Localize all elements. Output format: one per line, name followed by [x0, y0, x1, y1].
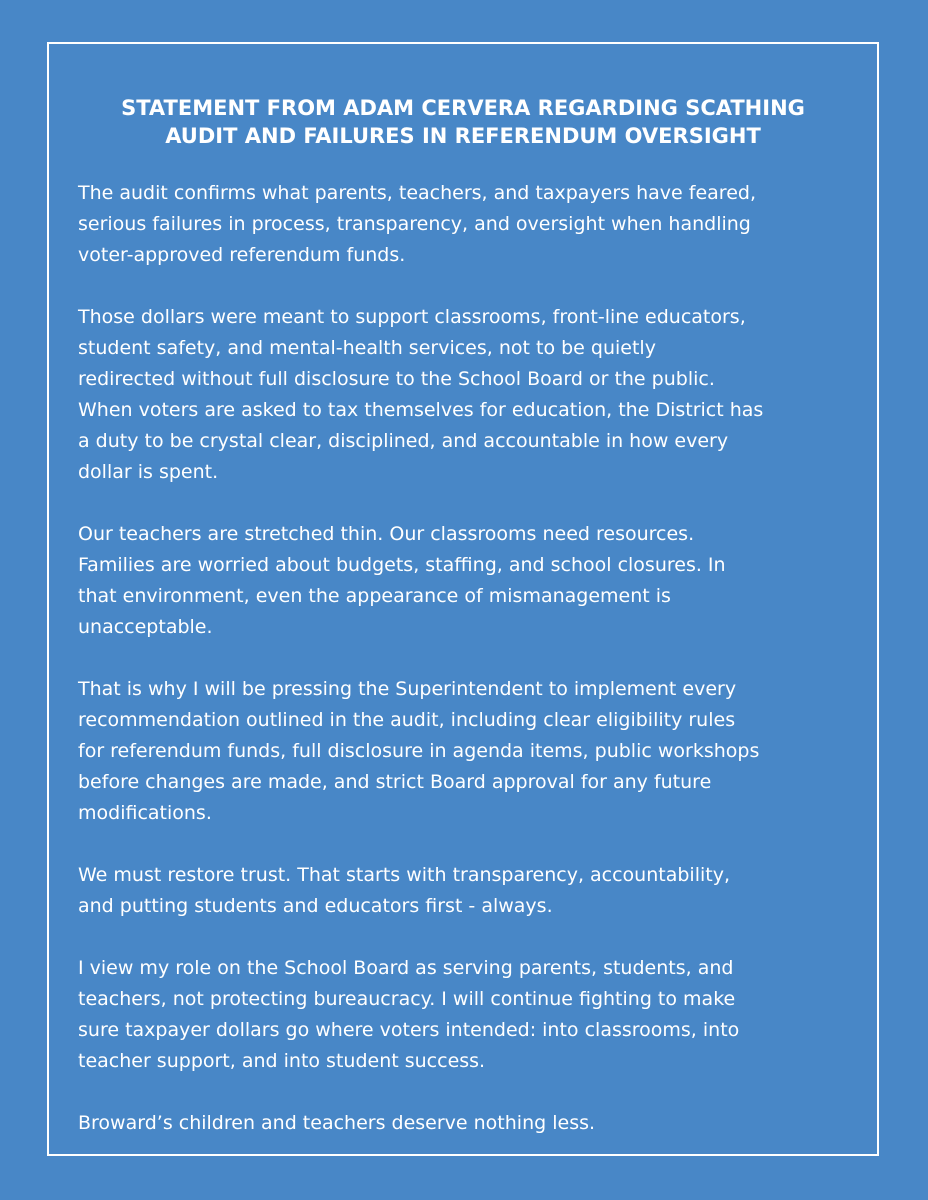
- paragraph-pressing-superintendent: [78, 674, 858, 829]
- text-line: teacher support, and into student success.: [78, 1050, 486, 1072]
- paragraph-closing: [78, 1108, 858, 1139]
- paragraph-my-role: [78, 953, 858, 1077]
- text-line: for referendum funds, full disclosure in agenda items, public workshops: [78, 740, 760, 762]
- statement-frame: [47, 42, 879, 1156]
- text-line: redirected without full disclosure to the School Board or the public.: [78, 368, 715, 390]
- text-line: I view my role on the School Board as serving parents, students, and: [78, 957, 734, 979]
- paragraph-teachers-stretched: [78, 519, 858, 643]
- text-line: modifications.: [78, 802, 212, 824]
- text-line: Our teachers are stretched thin. Our classrooms need resources.: [78, 523, 695, 545]
- statement-body: [78, 178, 858, 1170]
- statement-title: [49, 94, 877, 150]
- text-line: When voters are asked to tax themselves for education, the District has: [78, 399, 764, 421]
- text-line: and putting students and educators first - always.: [78, 895, 553, 917]
- text-line: recommendation outlined in the audit, including clear eligibility rules: [78, 709, 736, 731]
- paragraph-audit-confirms: [78, 178, 858, 271]
- text-line: The audit confirms what parents, teachers, and taxpayers have feared,: [78, 182, 756, 204]
- text-line: teachers, not protecting bureaucracy. I will continue fighting to make: [78, 988, 736, 1010]
- text-line: That is why I will be pressing the Superintendent to implement every: [78, 678, 737, 700]
- text-line: We must restore trust. That starts with transparency, accountability,: [78, 864, 730, 886]
- text-line: unacceptable.: [78, 616, 213, 638]
- text-line: Families are worried about budgets, staffing, and school closures. In: [78, 554, 726, 576]
- text-line: that environment, even the appearance of mismanagement is: [78, 585, 671, 607]
- text-line: dollar is spent.: [78, 461, 219, 483]
- text-line: student safety, and mental-health services, not to be quietly: [78, 337, 656, 359]
- text-line: sure taxpayer dollars go where voters intended: into classrooms, into: [78, 1019, 740, 1041]
- text-line: serious failures in process, transparency, and oversight when handling: [78, 213, 751, 235]
- text-line: before changes are made, and strict Board approval for any future: [78, 771, 712, 793]
- paragraph-restore-trust: [78, 860, 858, 922]
- text-line: Those dollars were meant to support classrooms, front-line educators,: [78, 306, 746, 328]
- title-line: STATEMENT FROM ADAM CERVERA REGARDING SCATHING: [121, 96, 805, 120]
- paragraph-those-dollars: [78, 302, 858, 488]
- text-line: a duty to be crystal clear, disciplined, and accountable in how every: [78, 430, 729, 452]
- title-line: AUDIT AND FAILURES IN REFERENDUM OVERSIGHT: [165, 124, 761, 148]
- text-line: Broward’s children and teachers deserve nothing less.: [78, 1112, 596, 1134]
- text-line: voter-approved referendum funds.: [78, 244, 406, 266]
